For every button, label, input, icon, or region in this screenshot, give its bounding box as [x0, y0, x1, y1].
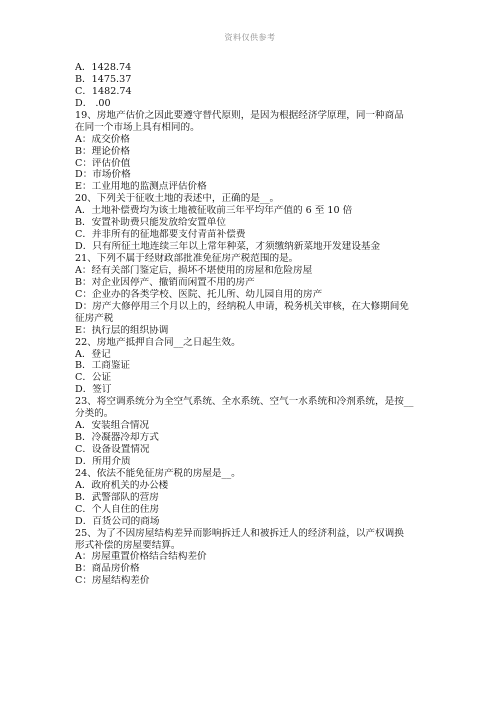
option-line: E：工业用地的监测点评估价格	[75, 181, 207, 193]
text-line: B．1475.37	[75, 73, 132, 85]
option-line: C．公证	[75, 372, 112, 384]
question-line: 20、下列关于征收土地的表述中，正确的是__。	[75, 193, 280, 205]
option-line: D：市场价格	[75, 169, 131, 181]
option-line: D．百货公司的商场	[75, 515, 160, 527]
option-line: B：商品房价格	[75, 563, 140, 575]
option-line: C：企业办的各类学校、医院、托儿所、幼儿园自用的房产	[75, 288, 323, 300]
option-line: C．个人自住的住房	[75, 503, 160, 515]
option-line: D．只有所征土地连续三年以上常年种菜，才须缴纳新菜地开发建设基金	[75, 241, 381, 253]
question-line: 21、下列不属于经财政部批准免征房产税范围的是。	[75, 253, 299, 264]
document-body	[75, 62, 427, 587]
option-line: D．所用介质	[75, 455, 131, 467]
option-line: A．安装组合情况	[75, 420, 150, 432]
text-line: 征房产税	[75, 312, 114, 324]
question-line: 23、将空调系统分为全空气系统、全水系统、空气一水系统和冷剂系统，是按__	[75, 396, 414, 408]
option-line: B．武警部队的营房	[75, 491, 159, 503]
option-line: B：理论价格	[75, 145, 131, 157]
text-line: 形式补偿的房屋要结算。	[75, 539, 181, 551]
option-line: C．并非所有的征地都要支付青苗补偿费	[75, 229, 246, 241]
option-line: A：经有关部门鉴定后，损坏不堪使用的房屋和危险房屋	[75, 264, 313, 276]
option-line: A．政府机关的办公楼	[75, 479, 169, 491]
option-line: A：房屋重置价格结合结构差价	[75, 551, 207, 563]
text-line: 在同一个市场上具有相同的。	[75, 121, 200, 133]
option-line: B．安置补助费只能发放给安置单位	[75, 217, 226, 229]
question-line: 19、房地产估价之因此要遵守替代原则，是因为根据经济学原理，同一种商品	[75, 109, 404, 121]
text-line: D． .00	[75, 97, 111, 109]
option-line: B：对企业因停产、撤销而闲置不用的房产	[75, 276, 255, 288]
question-line: 25、为了不因房屋结构差异而影响拆迁人和被拆迁人的经济利益，以产权调换	[75, 527, 404, 539]
text-line: C．1482.74	[75, 85, 132, 97]
text-line: A．1428.74	[75, 62, 132, 73]
page-header: 资料仅供参考	[224, 33, 276, 42]
option-line: A：成交价格	[75, 133, 130, 145]
question-line: 22、房地产抵押自合同__之日起生效。	[75, 336, 241, 348]
option-line: C：评估价值	[75, 157, 131, 169]
option-line: E：执行层的组织协调	[75, 324, 169, 336]
option-line: D：房产大修停用三个月以上的，经纳税人申请，税务机关审核，在大修期间免	[75, 300, 409, 312]
option-line: B．冷凝器冷却方式	[75, 432, 159, 444]
option-line: C：房屋结构差价	[75, 575, 150, 587]
option-line: D．签订	[75, 384, 112, 396]
option-line: C．设备设置情况	[75, 444, 150, 455]
option-line: A．登记	[75, 348, 111, 360]
question-line: 24、依法不能免征房产税的房屋是__。	[75, 467, 241, 479]
option-line: A．土地补偿费均为该土地被征收前三年平均年产值的 6 至 10 倍	[75, 205, 353, 217]
option-line: B．工商鉴证	[75, 360, 131, 372]
text-line: 分类的。	[75, 408, 114, 420]
